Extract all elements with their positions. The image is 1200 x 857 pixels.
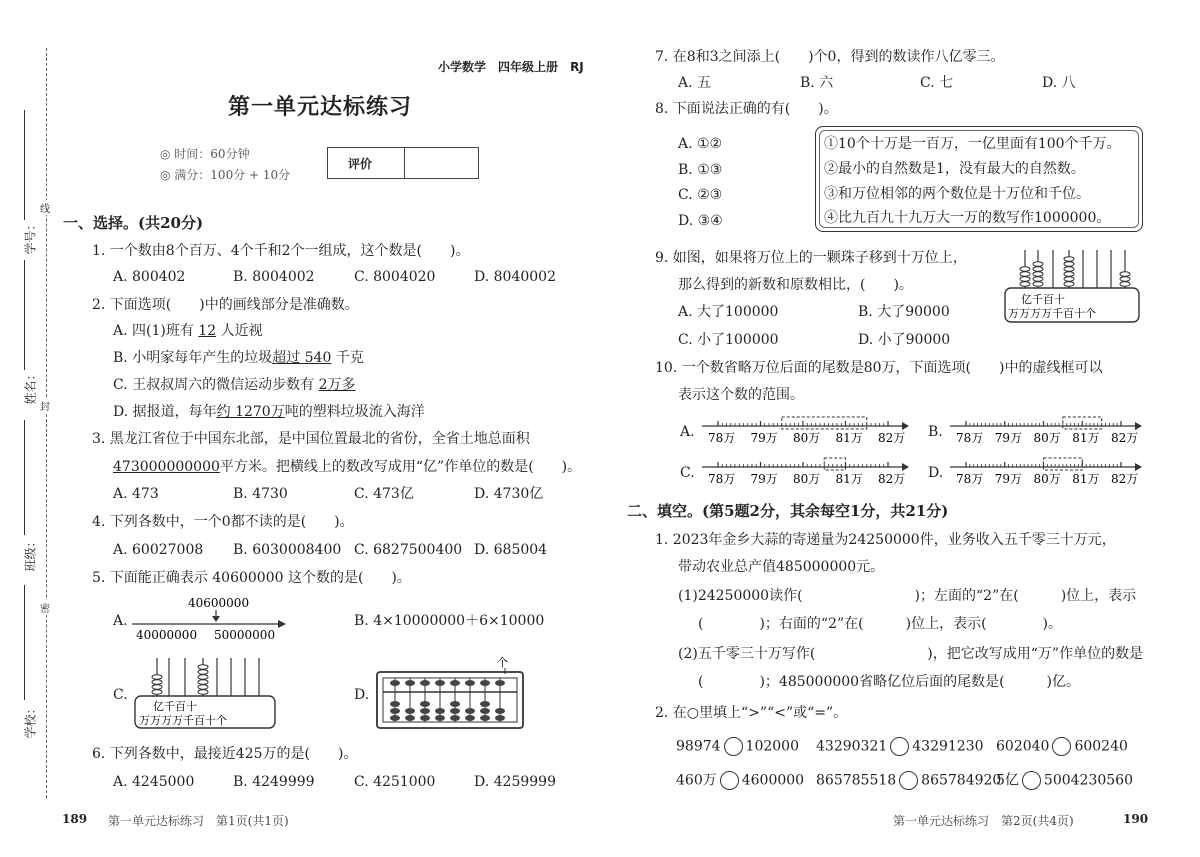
page-title: 第一单元达标练习 <box>228 94 413 120</box>
tick-label: 79万 <box>750 431 778 445</box>
s2-q1-p1a: (1)24250000读作( )；左面的“2”在( )位上，表示 <box>678 588 1137 604</box>
s2-q2-text: 2. 在○里填上“>”“<”或“=”。 <box>655 705 848 721</box>
q10-label-c: C. <box>680 465 695 481</box>
tick-label: 82万 <box>1111 431 1139 445</box>
compare-circle[interactable] <box>1052 737 1071 756</box>
q9-line2: 那么得到的新数和原数相比，( )。 <box>678 277 913 293</box>
range-box <box>824 458 845 470</box>
tick-label: 80万 <box>1033 431 1061 445</box>
time-info: ◎ 时间：60分钟 <box>160 147 250 161</box>
q8-opt-d: D. ③④ <box>678 213 723 229</box>
compare-circle[interactable] <box>899 771 918 790</box>
q4-opt-b: B. 6030008400 <box>233 542 342 558</box>
tick-label: 81万 <box>1072 431 1100 445</box>
q6-opt-c: C. 4251000 <box>354 774 436 790</box>
axis-arrow <box>902 463 909 471</box>
s2-q1-line1: 1. 2023年金乡大蒜的寄递量为24250000件，业务收入五千零三十万元， <box>655 532 1116 548</box>
q9-opt-a: A. 大了100000 <box>678 304 779 320</box>
q8-opt-c: C. ②③ <box>678 187 723 203</box>
tick-label: 82万 <box>878 431 906 445</box>
q5-a-label: A. <box>113 613 128 629</box>
q9-opt-c: C. 小了100000 <box>678 332 779 348</box>
tick-label: 79万 <box>994 472 1023 486</box>
q8-statement-4: ④比九百九十九万大一万的数写作1000000。 <box>824 210 1111 226</box>
q4-opt-a: A. 60027008 <box>113 542 204 558</box>
axis-arrow <box>1135 463 1142 471</box>
compare-item: 5亿 5004230560 <box>996 772 1133 789</box>
q6-opt-b: B. 4249999 <box>233 774 315 790</box>
q9-opt-d: D. 小了90000 <box>858 332 951 348</box>
q5-a-top-label: 40600000 <box>188 596 250 610</box>
class-label: 班级： <box>23 535 38 572</box>
q8-statement-box <box>815 126 1143 232</box>
header-subject: 小学数学 四年级上册 RJ <box>438 60 584 74</box>
tick-label: 81万 <box>1072 472 1100 486</box>
score-info: ◎ 满分：100分 + 10分 <box>160 168 291 182</box>
q5-a-number-line <box>128 594 288 642</box>
q10-label-b: B. <box>928 424 943 440</box>
tick-label: 78万 <box>956 431 984 445</box>
q5-text: 5. 下面能正确表示 40600000 这个数的是( )。 <box>92 570 411 586</box>
s2-q1-p2b: ( )；485000000省略亿位后面的尾数是( )亿。 <box>698 674 1081 690</box>
q2-opt-d: D. 据报道，每年约 1270万吨的塑料垃圾流入海洋 <box>113 404 425 420</box>
bind-mark: 密 <box>40 600 50 615</box>
q3-opt-c: C. 473亿 <box>354 486 414 502</box>
q5-opt-b: B. 4×10000000＋6×10000 <box>354 613 545 629</box>
tick-label: 79万 <box>994 431 1023 445</box>
s2-q1-p2a: (2)五千零三十万写作( )，把它改写成用“万”作单位的数是 <box>678 646 1144 662</box>
q9-abacus-bottom: 万万万万千百十个 <box>1008 307 1096 320</box>
tick-label: 80万 <box>1033 472 1061 486</box>
section2-title: 二、填空。(第5题2分，其余每空1分，共21分) <box>627 502 949 520</box>
q8-opt-b: B. ①③ <box>678 162 723 178</box>
q6-text: 6. 下列各数中，最接近425万的是( )。 <box>92 746 358 762</box>
q4-opt-d: D. 685004 <box>474 542 548 558</box>
q6-opt-a: A. 4245000 <box>113 774 195 790</box>
q6-opt-d: D. 4259999 <box>474 774 556 790</box>
q5-a-left-label: 40000000 <box>136 628 198 642</box>
tick-label: 78万 <box>708 472 736 486</box>
seal-mark: 封 <box>40 398 50 413</box>
q10-label-a: A. <box>680 424 695 440</box>
tick-label: 78万 <box>708 431 736 445</box>
tick-label: 82万 <box>878 472 906 486</box>
axis-arrow <box>902 422 909 430</box>
s2-q1-p1b: ( )；右面的“2”在( )位上，表示( )。 <box>698 616 1062 632</box>
tick-label: 78万 <box>956 472 984 486</box>
q4-opt-c: C. 6827500400 <box>354 542 463 558</box>
footer-right-text: 第一单元达标练习 第2页(共4页) <box>893 814 1074 828</box>
compare-circle[interactable] <box>890 737 909 756</box>
q3-opt-b: B. 4730 <box>233 486 288 502</box>
q3-line1: 3. 黑龙江省位于中国东北部，是中国位置最北的省份，全省土地总面积 <box>92 431 530 447</box>
q2-opt-b: B. 小明家每年产生的垃圾超过 540 千克 <box>113 350 364 366</box>
q4-text: 4. 下列各数中，一个0都不读的是( )。 <box>92 514 354 530</box>
q10-line1: 10. 一个数省略万位后面的尾数是80万，下面选项( )中的虚线框可以 <box>655 360 1103 376</box>
q8-statement-3: ③和万位相邻的两个数位是十万位和千位。 <box>824 186 1090 202</box>
footer-left-page: 189 <box>62 812 88 826</box>
compare-item: 43290321 43291230 <box>816 738 984 755</box>
q7-opt-c: C. 七 <box>920 75 954 91</box>
tick-label: 80万 <box>793 472 821 486</box>
q1-text: 1. 一个数由8个百万、4个千和2个一组成，这个数是( )。 <box>92 243 470 259</box>
q5-c-abacus-top: 亿千百十 <box>153 700 197 713</box>
q5-c-label: C. <box>113 687 128 703</box>
q9-abacus-top: 亿千百十 <box>1021 293 1065 306</box>
q3-opt-d: D. 4730亿 <box>474 486 544 502</box>
q3-line2: 473000000000平方米。把横线上的数改写成用“亿”作单位的数是( )。 <box>113 459 582 475</box>
q2-text: 2. 下面选项( )中的画线部分是准确数。 <box>92 297 359 313</box>
q1-opt-a: A. 800402 <box>113 269 186 285</box>
q10-number-line-b <box>948 408 1143 446</box>
q9-abacus <box>1003 246 1143 326</box>
q3-opt-a: A. 473 <box>113 486 159 502</box>
q1-opt-d: D. 8040002 <box>474 269 556 285</box>
q7-text: 7. 在8和3之间添上( )个0，得到的数读作八亿零三。 <box>655 49 1005 65</box>
q5-c-abacus <box>133 654 279 732</box>
cut-line-mark: 线 <box>40 200 50 215</box>
footer-left-text: 第一单元达标练习 第1页(共1页) <box>108 814 289 828</box>
tick-label: 81万 <box>835 431 863 445</box>
tick-label: 80万 <box>793 431 821 445</box>
compare-item: 460万 4600000 <box>676 772 805 789</box>
compare-item: 602040 600240 <box>996 738 1128 755</box>
q8-statement-1: ①10个十万是一百万，一亿里面有100个千万。 <box>824 136 1121 152</box>
q10-number-line-d <box>948 449 1143 487</box>
q2-opt-a: A. 四(1)班有 12 人近视 <box>113 323 263 339</box>
compare-circle[interactable] <box>1022 771 1041 790</box>
compare-item: 865785518 865784920 <box>816 772 1002 789</box>
tick-label: 79万 <box>750 472 778 486</box>
compare-circle[interactable] <box>724 737 743 756</box>
student-id-label: 学号： <box>23 218 38 255</box>
compare-item: 98974 102000 <box>676 738 799 755</box>
q9-line1: 9. 如图，如果将万位上的一颗珠子移到十万位上， <box>655 250 967 266</box>
q5-d-abacus <box>375 654 525 732</box>
section1-title: 一、选择。(共20分) <box>63 214 204 232</box>
q9-opt-b: B. 大了90000 <box>858 304 950 320</box>
tick-label: 82万 <box>1111 472 1139 486</box>
q10-label-d: D. <box>928 465 944 481</box>
q1-opt-c: C. 8004020 <box>354 269 436 285</box>
q8-statement-2: ②最小的自然数是1，没有最大的自然数。 <box>824 161 1085 177</box>
q7-opt-a: A. 五 <box>678 75 712 91</box>
q2-opt-c: C. 王叔叔周六的微信运动步数有 2万多 <box>113 377 356 393</box>
name-label: 姓名： <box>23 368 38 405</box>
s2-q1-line2: 带动农业总产值485000000元。 <box>678 559 885 575</box>
q5-d-label: D. <box>354 687 370 703</box>
compare-circle[interactable] <box>720 771 739 790</box>
school-label: 学校： <box>23 702 38 739</box>
q5-a-right-label: 50000000 <box>214 628 276 642</box>
q5-d-mark: 个 <box>497 656 508 669</box>
q7-opt-d: D. 八 <box>1042 75 1076 91</box>
q10-number-line-c <box>700 449 910 487</box>
q10-line2: 表示这个数的范围。 <box>678 387 804 403</box>
q1-opt-b: B. 8004002 <box>233 269 315 285</box>
q8-text: 8. 下面说法正确的有( )。 <box>655 101 838 117</box>
q7-opt-b: B. 六 <box>800 75 834 91</box>
tick-label: 81万 <box>835 472 863 486</box>
q5-c-abacus-bottom: 万万万万千百十个 <box>139 714 227 727</box>
q10-number-line-a <box>700 408 910 446</box>
footer-right-page: 190 <box>1123 812 1149 826</box>
evaluation-box: 评价 <box>327 147 479 179</box>
q8-opt-a: A. ①② <box>678 136 723 152</box>
axis-arrow <box>1135 422 1142 430</box>
